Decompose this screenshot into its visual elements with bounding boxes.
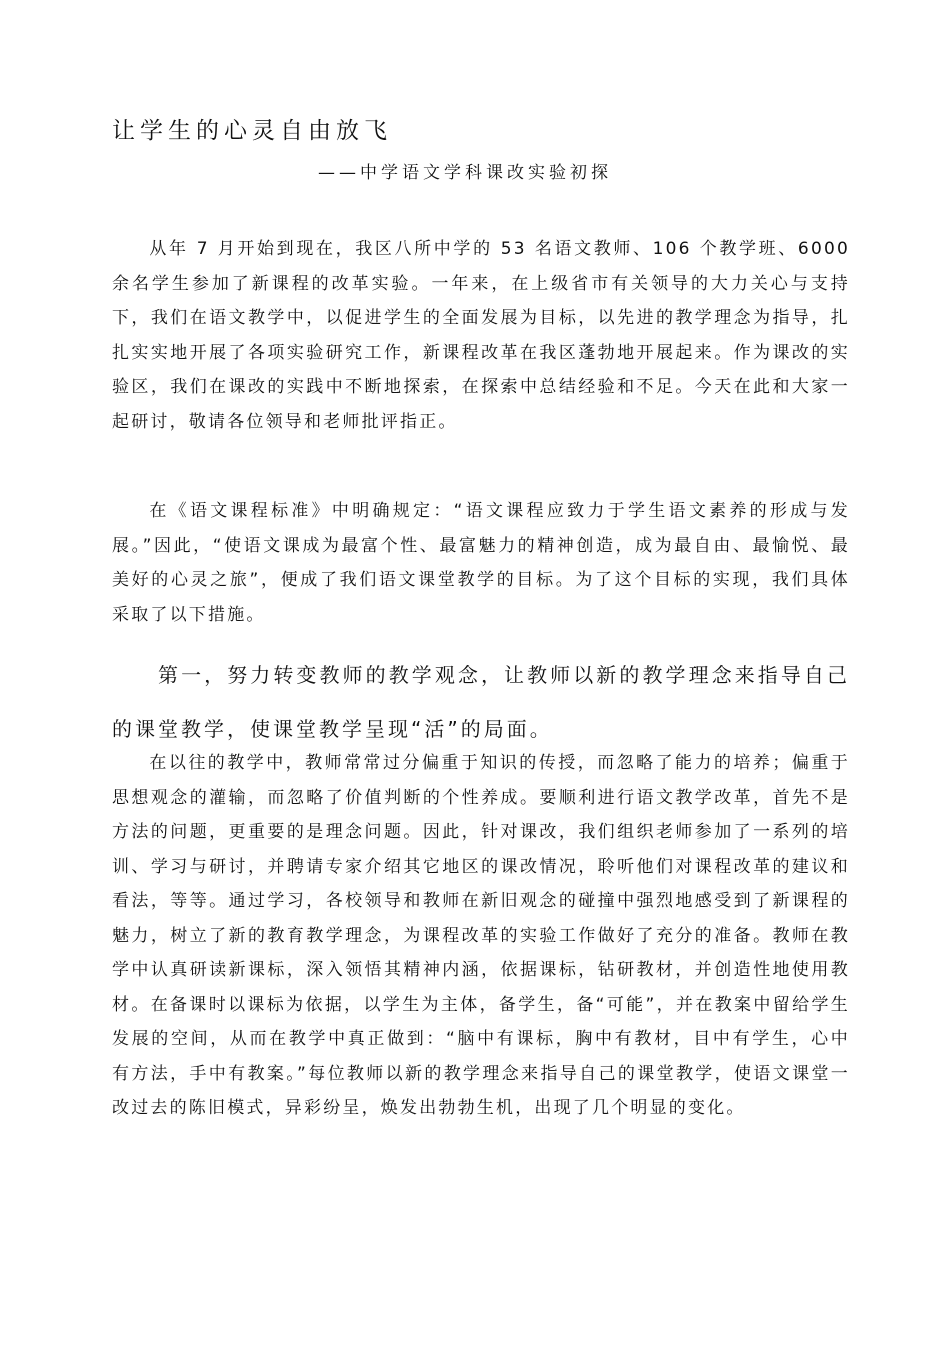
paragraph-intro: 从年 7 月开始到现在，我区八所中学的 53 名语文教师、106 个教学班、6000 余名学生参加了新课程的改革实验。一年来，在上级省市有关领导的大力关心与支持下，我们在语文教学中，以促进学生的全面发展为目标，以先进的教学理念为指导，扎扎实实地开展了各项实验研究工作，新课程改革在我区蓬勃地开展起来。作为课改的实验区，我们在课改的实践中不断地探索，在探索中总结经验和不足。今天在此和大家一起研讨，敬请各位领导和老师批评指正。 — [112, 239, 850, 432]
section-heading-first-measure: 第一，努力转变教师的教学观念，让教师以新的教学理念来指导自己的课堂教学，使课堂教学呈现“活”的局面。 — [112, 663, 850, 741]
paragraph-curriculum-standard: 在《语文课程标准》中明确规定：“语文课程应致力于学生语文素养的形成与发展。”因此，“使语文课成为最富个性、最富魅力的精神创造，成为最自由、最愉悦、最美好的心灵之旅”，便成了我们语文课堂教学的目标。为了这个目标的实现，我们具体采取了以下措施。 — [112, 501, 850, 625]
document-subtitle: ——中学语文学科课改实验初探 — [318, 163, 612, 183]
document-title: 让学生的心灵自由放飞 — [112, 118, 392, 144]
paragraph-teaching-concepts: 在以往的教学中，教师常常过分偏重于知识的传授，而忽略了能力的培养；偏重于思想观念的灌输，而忽略了价值判断的个性养成。要顺利进行语文教学改革，首先不是方法的问题，更重要的是理念问题。因此，针对课改，我们组织老师参加了一系列的培训、学习与研讨，并聘请专家介绍其它地区的课改情况，聆听他们对课程改革的建议和看法，等等。通过学习，各校领导和教师在新旧观念的碰撞中强烈地感受到了新课程的魅力，树立了新的教育教学理念，为课程改革的实验工作做好了充分的准备。教师在教学中认真研读新课标，深入领悟其精神内涵，依据课标，钻研教材，并创造性地使用教材。在备课时以课标为依据，以学生为主体，备学生，备“可能”，并在教案中留给学生发展的空间，从而在教学中真正做到：“脑中有课标，胸中有教材，目中有学生，心中有方法，手中有教案。”每位教师以新的教学理念来指导自己的课堂教学，使语文课堂一改过去的陈旧模式，异彩纷呈，焕发出勃勃生机，出现了几个明显的变化。 — [112, 753, 850, 1118]
